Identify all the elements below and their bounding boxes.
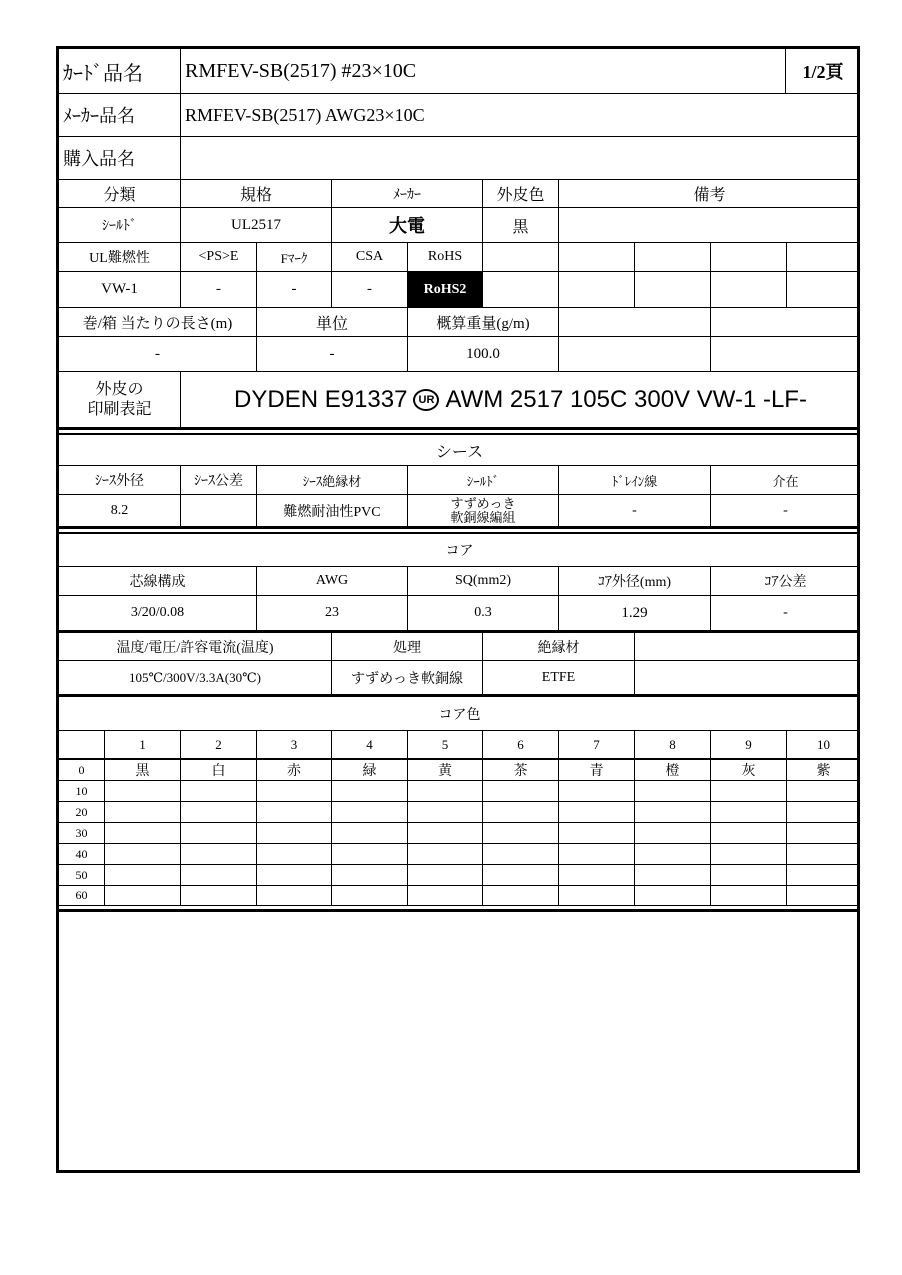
color-cell (332, 781, 408, 802)
core-header: ｺｱ外径(mm) (559, 567, 711, 596)
rating-header (635, 631, 860, 661)
color-cell (787, 802, 860, 823)
print-text (181, 372, 860, 430)
color-cell (181, 781, 257, 802)
color-cell (257, 865, 332, 886)
color-cell (105, 781, 181, 802)
color-row-label: 40 (59, 844, 105, 865)
rating-value: ETFE (483, 661, 635, 695)
color-cell (408, 781, 483, 802)
color-cell (559, 823, 635, 844)
color-cell (332, 865, 408, 886)
spec-value (559, 208, 860, 243)
color-cell (635, 886, 711, 906)
spec-header: 備考 (559, 180, 860, 208)
color-cell (711, 865, 787, 886)
weight-header (559, 308, 711, 337)
color-cell (483, 802, 559, 823)
rohs-badge: RoHS2 (408, 272, 483, 308)
color-cell (635, 844, 711, 865)
print-label-line2: 印刷表記 (87, 400, 152, 418)
spec-value: 黒 (483, 208, 559, 243)
color-cell (257, 886, 332, 906)
color-cell (408, 886, 483, 906)
weight-header (711, 308, 860, 337)
weight-value (559, 337, 711, 372)
rating-value: 105℃/300V/3.3A(30℃) (59, 661, 332, 695)
color-cell (257, 844, 332, 865)
std-header (635, 243, 711, 272)
color-row-label: 10 (59, 781, 105, 802)
sheath-header: ｼｰｽ外径 (59, 466, 181, 495)
sheath-value: - (559, 495, 711, 529)
color-cell (181, 865, 257, 886)
weight-value (711, 337, 860, 372)
color-cell (483, 823, 559, 844)
spec-value: UL2517 (181, 208, 332, 243)
colors-title: コア色 (59, 695, 860, 731)
sheath-header: ｼｰｽ絶縁材 (257, 466, 408, 495)
color-column-header: 10 (787, 731, 860, 760)
color-cell (559, 781, 635, 802)
maker-value: RMFEV-SB(2517) AWG23×10C (181, 94, 860, 137)
color-cell (408, 802, 483, 823)
rating-value (635, 661, 860, 695)
color-column-header: 7 (559, 731, 635, 760)
color-cell (257, 781, 332, 802)
rating-header: 絶縁材 (483, 631, 635, 661)
core-value: 1.29 (559, 596, 711, 631)
rating-header: 温度/電圧/許容電流(温度) (59, 631, 332, 661)
sheath-value: 難燃耐油性PVC (257, 495, 408, 529)
spec-header: ﾒｰｶｰ (332, 180, 483, 208)
color-cell (559, 865, 635, 886)
shield-line2: 軟銅線編組 (450, 509, 516, 525)
std-header (711, 243, 787, 272)
spec-sheet (56, 46, 860, 1173)
color-cell (483, 844, 559, 865)
print-text-before: DYDEN E91337 (234, 385, 408, 413)
color-column-header: 3 (257, 731, 332, 760)
sheath-header: ｼｰｽ公差 (181, 466, 257, 495)
std-header: Fﾏｰｸ (257, 243, 332, 272)
color-cell (711, 823, 787, 844)
ul-recognized-mark-icon: UR (413, 389, 439, 411)
print-label (59, 372, 181, 430)
sheath-header: 介在 (711, 466, 860, 495)
color-cell (332, 844, 408, 865)
color-row-label: 20 (59, 802, 105, 823)
color-cell: 灰 (711, 760, 787, 781)
color-cell (635, 781, 711, 802)
maker-label: ﾒｰｶｰ品名 (59, 94, 181, 137)
color-cell (408, 865, 483, 886)
weight-value: - (257, 337, 408, 372)
color-cell (483, 865, 559, 886)
sheath-header: ﾄﾞﾚｲﾝ線 (559, 466, 711, 495)
spec-header: 分類 (59, 180, 181, 208)
core-color-table (59, 731, 860, 911)
weight-value: 100.0 (408, 337, 559, 372)
color-cell (105, 865, 181, 886)
page-number: 1/2頁 (786, 49, 860, 94)
color-cell (181, 844, 257, 865)
std-header (559, 243, 635, 272)
std-value (787, 272, 860, 308)
std-value: - (257, 272, 332, 308)
core-value: - (711, 596, 860, 631)
color-cell (711, 802, 787, 823)
color-column-header: 4 (332, 731, 408, 760)
color-column-header: 5 (408, 731, 483, 760)
color-cell (181, 823, 257, 844)
color-cell (105, 823, 181, 844)
spec-header: 外皮色 (483, 180, 559, 208)
spec-value-maker: 大電 (332, 208, 483, 243)
print-label-line1: 外皮の (95, 381, 144, 399)
sheath-value: - (711, 495, 860, 529)
color-cell (787, 844, 860, 865)
core-header: 芯線構成 (59, 567, 257, 596)
core-header: AWG (257, 567, 408, 596)
color-cell (635, 823, 711, 844)
sheath-value: 8.2 (59, 495, 181, 529)
weight-header: 概算重量(g/m) (408, 308, 559, 337)
color-cell: 赤 (257, 760, 332, 781)
card-value: RMFEV-SB(2517) #23×10C (181, 49, 786, 94)
color-cell (559, 802, 635, 823)
color-row-label: 0 (59, 760, 105, 781)
color-cell: 茶 (483, 760, 559, 781)
color-cell (332, 886, 408, 906)
color-cell (181, 886, 257, 906)
sheath-header: ｼｰﾙﾄﾞ (408, 466, 559, 495)
purchase-value (181, 137, 860, 180)
color-cell (408, 823, 483, 844)
color-cell (711, 886, 787, 906)
color-cell (483, 781, 559, 802)
color-cell (257, 802, 332, 823)
color-cell: 白 (181, 760, 257, 781)
bottom-divider (59, 909, 860, 912)
color-cell (787, 781, 860, 802)
sheath-value (181, 495, 257, 529)
color-cell: 青 (559, 760, 635, 781)
color-row-label: 50 (59, 865, 105, 886)
core-title: コア (59, 532, 860, 567)
std-header: <PS>E (181, 243, 257, 272)
weight-header: 巻/箱 当たりの長さ(m) (59, 308, 257, 337)
color-cell (332, 802, 408, 823)
sheath-title: シース (59, 433, 860, 466)
core-value: 3/20/0.08 (59, 596, 257, 631)
std-value (483, 272, 559, 308)
std-header: UL難燃性 (59, 243, 181, 272)
color-cell (332, 823, 408, 844)
color-cell (105, 844, 181, 865)
color-cell (711, 844, 787, 865)
core-header: SQ(mm2) (408, 567, 559, 596)
std-value (635, 272, 711, 308)
std-value: - (181, 272, 257, 308)
core-value: 23 (257, 596, 408, 631)
color-column-header: 9 (711, 731, 787, 760)
core-value: 0.3 (408, 596, 559, 631)
color-row-label: 60 (59, 886, 105, 906)
card-label: ｶｰﾄﾞ品名 (59, 49, 181, 94)
std-header: RoHS (408, 243, 483, 272)
core-header: ｺｱ公差 (711, 567, 860, 596)
color-cell: 黒 (105, 760, 181, 781)
spec-value: ｼｰﾙﾄﾞ (59, 208, 181, 243)
std-value (711, 272, 787, 308)
purchase-label: 購入品名 (59, 137, 181, 180)
std-header: CSA (332, 243, 408, 272)
color-cell (105, 802, 181, 823)
std-header (787, 243, 860, 272)
color-cell (787, 823, 860, 844)
std-value (559, 272, 635, 308)
rating-value: すずめっき軟銅線 (332, 661, 483, 695)
spec-header: 規格 (181, 180, 332, 208)
weight-header: 単位 (257, 308, 408, 337)
color-cell (635, 802, 711, 823)
sheath-value-shield (408, 495, 559, 529)
rating-header: 処理 (332, 631, 483, 661)
color-cell (787, 865, 860, 886)
color-cell: 緑 (332, 760, 408, 781)
weight-value: - (59, 337, 257, 372)
color-cell (483, 886, 559, 906)
print-text-after: AWM 2517 105C 300V VW-1 -LF- (445, 385, 807, 413)
color-cell (787, 886, 860, 906)
color-cell (635, 865, 711, 886)
std-value: VW-1 (59, 272, 181, 308)
color-cell (181, 802, 257, 823)
color-cell: 橙 (635, 760, 711, 781)
std-value: - (332, 272, 408, 308)
color-cell (559, 886, 635, 906)
color-column-header: 8 (635, 731, 711, 760)
color-column-header: 1 (105, 731, 181, 760)
color-column-header: 6 (483, 731, 559, 760)
color-row-label: 30 (59, 823, 105, 844)
color-column-header (59, 731, 105, 760)
color-cell (257, 823, 332, 844)
shield-line1: すずめっき (450, 495, 516, 511)
color-cell (711, 781, 787, 802)
color-cell: 紫 (787, 760, 860, 781)
color-cell (559, 844, 635, 865)
color-cell (408, 844, 483, 865)
std-header (483, 243, 559, 272)
color-column-header: 2 (181, 731, 257, 760)
color-cell: 黄 (408, 760, 483, 781)
color-cell (105, 886, 181, 906)
